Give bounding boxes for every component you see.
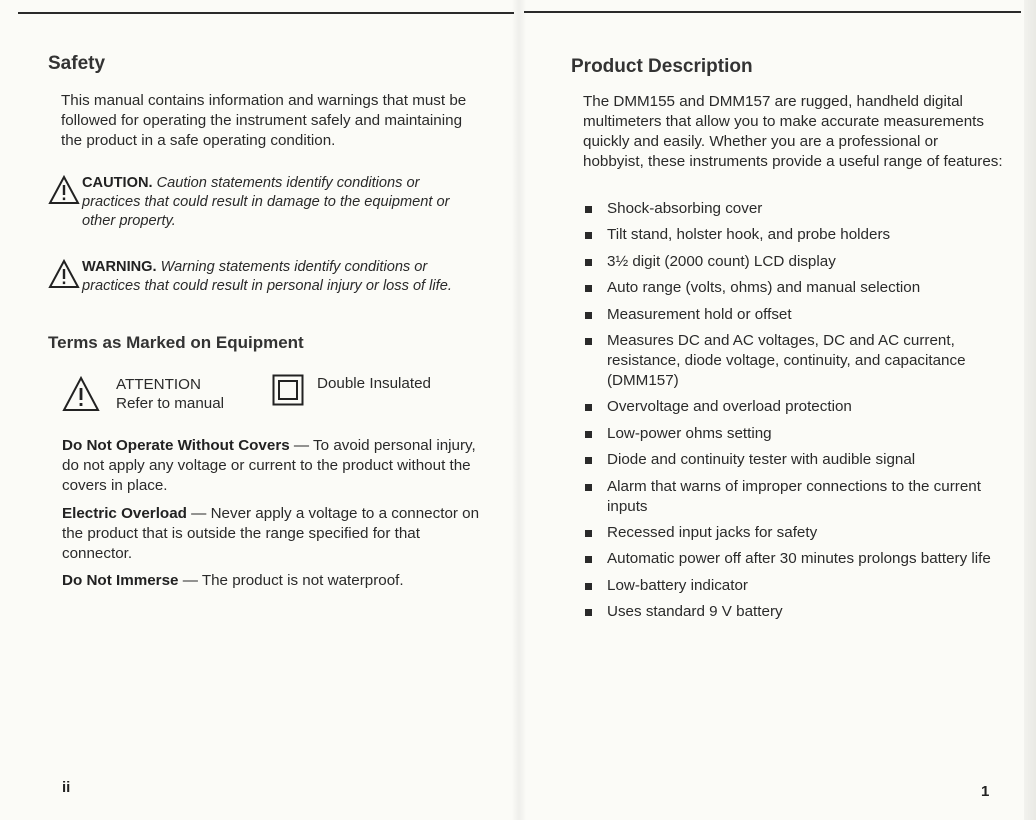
feature-item: Uses standard 9 V battery (583, 602, 1003, 622)
feature-item: Low-power ohms setting (583, 424, 1003, 444)
covers-text: — To avoid personal injury, do not apply any voltage or current to the product without the covers in place. (62, 437, 476, 494)
feature-list (583, 199, 1003, 628)
warning-text: Warning statements identify conditions or practices that could result in personal injury or loss of life. (82, 259, 452, 294)
safety-intro: This manual contains information and warnings that must be followed for operating the instrument safely and maintaining the product in a safe operating condition. (61, 92, 467, 149)
page-number-left: ii (62, 779, 71, 796)
bullet-square-icon (585, 609, 592, 616)
feature-item: Automatic power off after 30 minutes prolongs battery life (583, 549, 1003, 569)
safety-heading: Safety (48, 53, 106, 74)
double-insulated-label: Double Insulated (317, 375, 431, 392)
warning-triangle-icon (48, 259, 80, 289)
feature-item: Diode and continuity tester with audible signal (583, 450, 1003, 470)
top-rule-left (18, 12, 514, 14)
feature-item: Recessed input jacks for safety (583, 523, 1003, 543)
bullet-square-icon (585, 457, 592, 464)
bullet-square-icon (585, 206, 592, 213)
page-number-right: 1 (981, 783, 990, 800)
product-description-text: The DMM155 and DMM157 are rugged, handheld digital multimeters that allow you to make accurate measurements quickly and easily. Whether you are a professional or hobbyist, these instruments provide a useful range of features: (583, 93, 1003, 170)
immerse-paragraph (62, 571, 482, 591)
feature-item: Measures DC and AC voltages, DC and AC current, resistance, diode voltage, continuity, and capacitance (DMM157) (583, 331, 1003, 391)
warning-callout (48, 258, 468, 296)
caution-label: CAUTION. (82, 175, 153, 191)
covers-label: Do Not Operate Without Covers (62, 437, 290, 454)
overload-text: — Never apply a voltage to a connector on the product that is outside the range specified for that connector. (62, 505, 480, 562)
feature-item: Low-battery indicator (583, 576, 1003, 596)
overload-paragraph (62, 504, 482, 564)
attention-sublabel: Refer to manual (116, 395, 225, 412)
product-description-heading: Product Description (571, 56, 753, 77)
immerse-label: Do Not Immerse (62, 572, 179, 589)
bullet-square-icon (585, 312, 592, 319)
bullet-square-icon (585, 431, 592, 438)
feature-item: Overvoltage and overload protection (583, 397, 1003, 417)
bullet-square-icon (585, 285, 592, 292)
caution-callout (48, 174, 468, 231)
caution-warning-icon (48, 175, 80, 205)
terms-heading: Terms as Marked on Equipment (48, 333, 304, 352)
book-gutter (512, 0, 526, 820)
feature-item: Tilt stand, holster hook, and probe holders (583, 225, 1003, 245)
caution-text: Caution statements identify conditions or practices that could result in damage to the equipment or other property. (82, 175, 450, 229)
bullet-square-icon (585, 404, 592, 411)
attention-label: ATTENTION (116, 376, 201, 393)
bullet-square-icon (585, 338, 592, 345)
immerse-text: — The product is not waterproof. (182, 572, 404, 589)
bullet-square-icon (585, 530, 592, 537)
feature-item: Measurement hold or offset (583, 305, 1003, 325)
page-edge (1024, 0, 1036, 820)
feature-item: Shock-absorbing cover (583, 199, 1003, 219)
bullet-square-icon (585, 556, 592, 563)
warning-label: WARNING. (82, 259, 157, 275)
feature-item: Alarm that warns of improper connections to the current inputs (583, 477, 1003, 517)
attention-triangle-icon (62, 376, 100, 412)
equipment-symbols (62, 374, 482, 420)
top-rule-right (524, 11, 1021, 13)
bullet-square-icon (585, 583, 592, 590)
double-insulated-icon (272, 374, 304, 406)
feature-item: Auto range (volts, ohms) and manual selection (583, 278, 1003, 298)
covers-paragraph (62, 436, 482, 496)
bullet-square-icon (585, 259, 592, 266)
bullet-square-icon (585, 484, 592, 491)
bullet-square-icon (585, 232, 592, 239)
overload-label: Electric Overload (62, 505, 187, 522)
feature-item: 3½ digit (2000 count) LCD display (583, 252, 1003, 272)
